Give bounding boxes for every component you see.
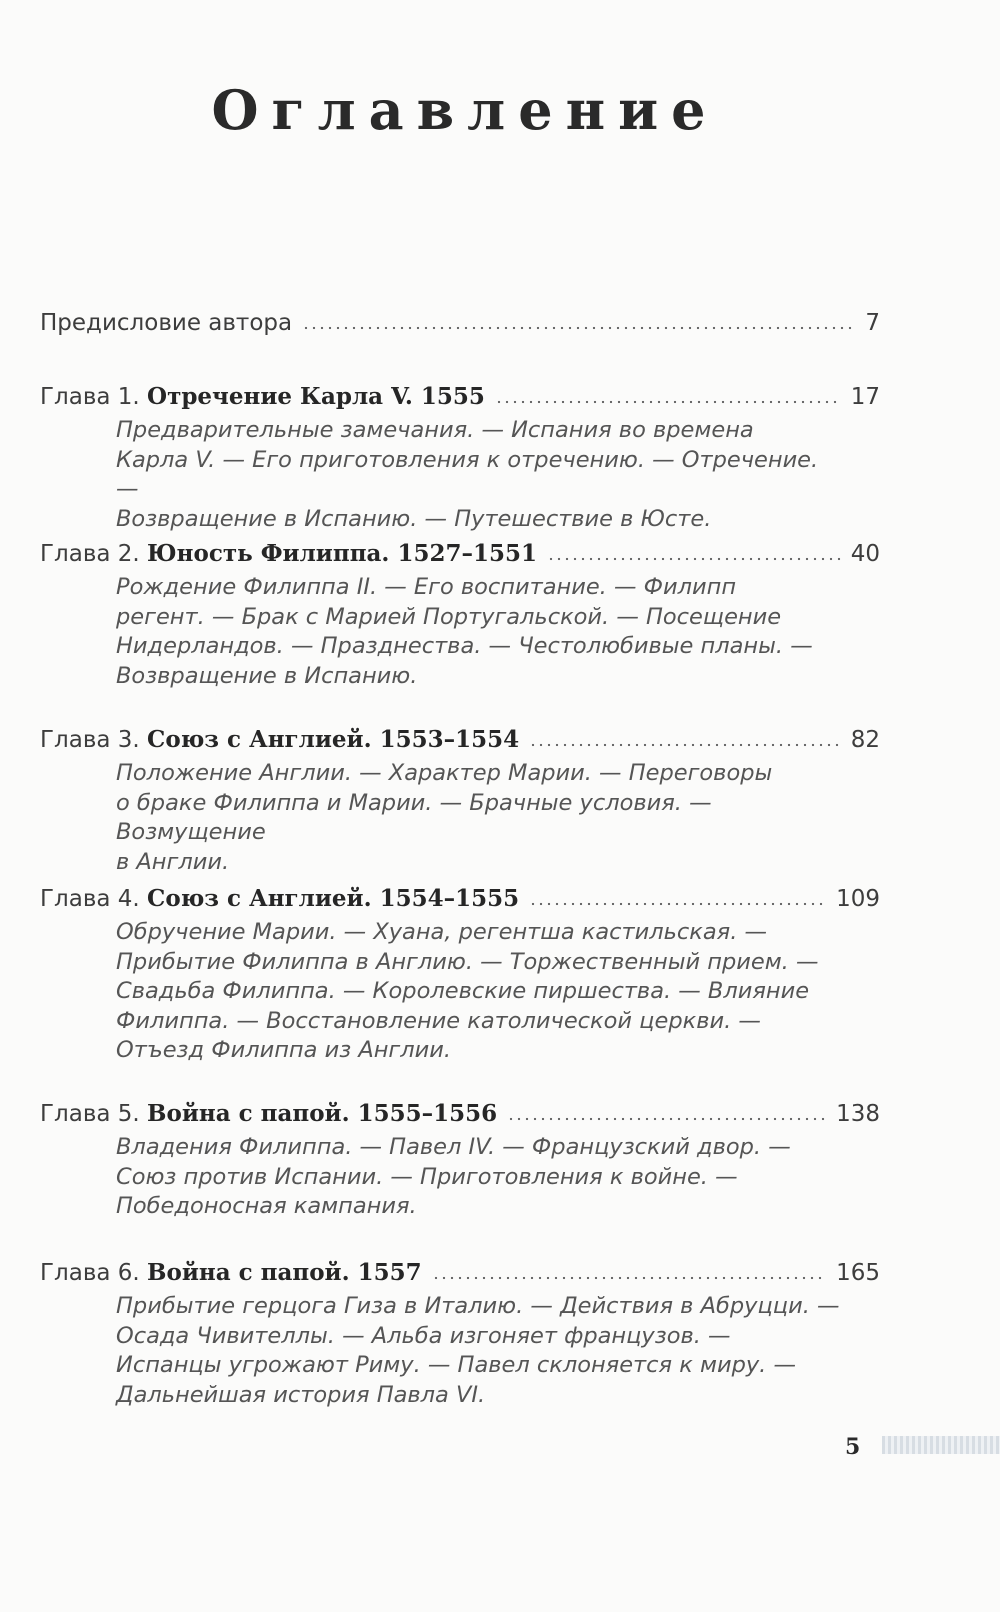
chapter-prefix: Глава 3. <box>40 727 140 753</box>
dot-leader <box>529 902 826 906</box>
chapter-prefix: Глава 5. <box>40 1101 140 1127</box>
chapter-heading: Война с папой. 1555–1556 <box>147 1100 498 1127</box>
summary-line: регент. — Брак с Марией Португальской. — Посещение <box>116 603 782 630</box>
summary-line: Прибытие Филиппа в Англию. — Торжественный прием. — <box>116 948 819 975</box>
chapter-summary <box>116 573 846 691</box>
page-number: 138 <box>836 1101 880 1127</box>
toc-entry-preface <box>40 308 880 338</box>
summary-line: Карла V. — Его приготовления к отречению. — Отречение. — <box>116 446 819 502</box>
toc-line <box>40 308 880 338</box>
chapter-heading: Союз с Англией. 1554–1555 <box>147 885 520 912</box>
page-number: 165 <box>836 1260 880 1286</box>
summary-line: Отъезд Филиппа из Англии. <box>116 1037 452 1063</box>
summary-line: Филиппа. — Восстановление католической церкви. — <box>116 1007 761 1034</box>
summary-line: Предварительные замечания. — Испания во времена <box>116 417 754 443</box>
chapter-summary <box>116 759 846 877</box>
page-number: 40 <box>850 541 880 567</box>
scan-edge-stripe <box>882 1436 1000 1454</box>
toc-entry-chapter-1 <box>40 382 880 534</box>
summary-line: Нидерландов. — Празднества. — Честолюбивые планы. — <box>116 633 813 659</box>
chapter-summary <box>116 918 846 1066</box>
chapter-summary <box>116 1292 846 1410</box>
dot-leader <box>507 1117 826 1121</box>
page-number: 109 <box>836 886 880 912</box>
chapter-summary <box>116 1133 846 1222</box>
chapter-heading: Война с папой. 1557 <box>147 1259 422 1286</box>
summary-line: Обручение Марии. — Хуана, регентша кастильская. — <box>116 919 767 945</box>
toc-entry-chapter-6 <box>40 1258 880 1410</box>
dot-leader <box>302 326 855 330</box>
page-number: 82 <box>850 727 880 753</box>
toc-line <box>40 725 880 755</box>
summary-line: о браке Филиппа и Марии. — Брачные условия. — Возмущение <box>116 789 712 845</box>
toc-entry-chapter-4 <box>40 884 880 1066</box>
toc-line <box>40 1099 880 1129</box>
toc-entry-chapter-3 <box>40 725 880 877</box>
chapter-heading: Юность Филиппа. 1527–1551 <box>147 540 537 567</box>
folio-page-number: 5 <box>845 1434 861 1460</box>
chapter-heading: Союз с Англией. 1553–1554 <box>147 726 520 753</box>
chapter-prefix: Глава 4. <box>40 886 140 912</box>
summary-line: Союз против Испании. — Приготовления к войне. — <box>116 1163 738 1190</box>
dot-leader <box>495 400 841 404</box>
chapter-prefix: Глава 6. <box>40 1260 140 1286</box>
dot-leader <box>547 557 841 561</box>
dot-leader <box>432 1276 826 1280</box>
toc-line <box>40 539 880 569</box>
page-number: 7 <box>865 310 880 336</box>
page-number: 17 <box>850 384 880 410</box>
chapter-summary <box>116 416 846 534</box>
summary-line: Положение Англии. — Характер Марии. — Переговоры <box>116 760 773 786</box>
chapter-heading: Отречение Карла V. 1555 <box>147 383 485 410</box>
summary-line: Прибытие герцога Гиза в Италию. — Действия в Абруцци. — <box>116 1293 840 1319</box>
dot-leader <box>529 743 841 747</box>
summary-line: Возвращение в Испанию. — Путешествие в Юсте. <box>116 505 712 532</box>
toc-line <box>40 884 880 914</box>
page-title: Оглавление <box>211 78 719 142</box>
summary-line: Дальнейшая история Павла VI. <box>116 1381 486 1408</box>
toc-entry-chapter-2 <box>40 539 880 691</box>
summary-line: Осада Чивителлы. — Альба изгоняет французов. — <box>116 1322 731 1349</box>
preface-label: Предисловие автора <box>40 310 293 336</box>
summary-line: в Англии. <box>116 848 230 875</box>
summary-line: Владения Филиппа. — Павел IV. — Французский двор. — <box>116 1134 791 1160</box>
chapter-prefix: Глава 1. <box>40 384 140 410</box>
summary-line: Возвращение в Испанию. <box>116 662 418 689</box>
summary-line: Свадьба Филиппа. — Королевские пиршества. — Влияние <box>116 978 810 1004</box>
summary-line: Испанцы угрожают Риму. — Павел склоняется к миру. — <box>116 1352 796 1378</box>
toc-line <box>40 1258 880 1288</box>
chapter-prefix: Глава 2. <box>40 541 140 567</box>
summary-line: Победоносная кампания. <box>116 1193 417 1219</box>
toc-line <box>40 382 880 412</box>
summary-line: Рождение Филиппа II. — Его воспитание. — Филипп <box>116 574 737 600</box>
toc-entry-chapter-5 <box>40 1099 880 1222</box>
